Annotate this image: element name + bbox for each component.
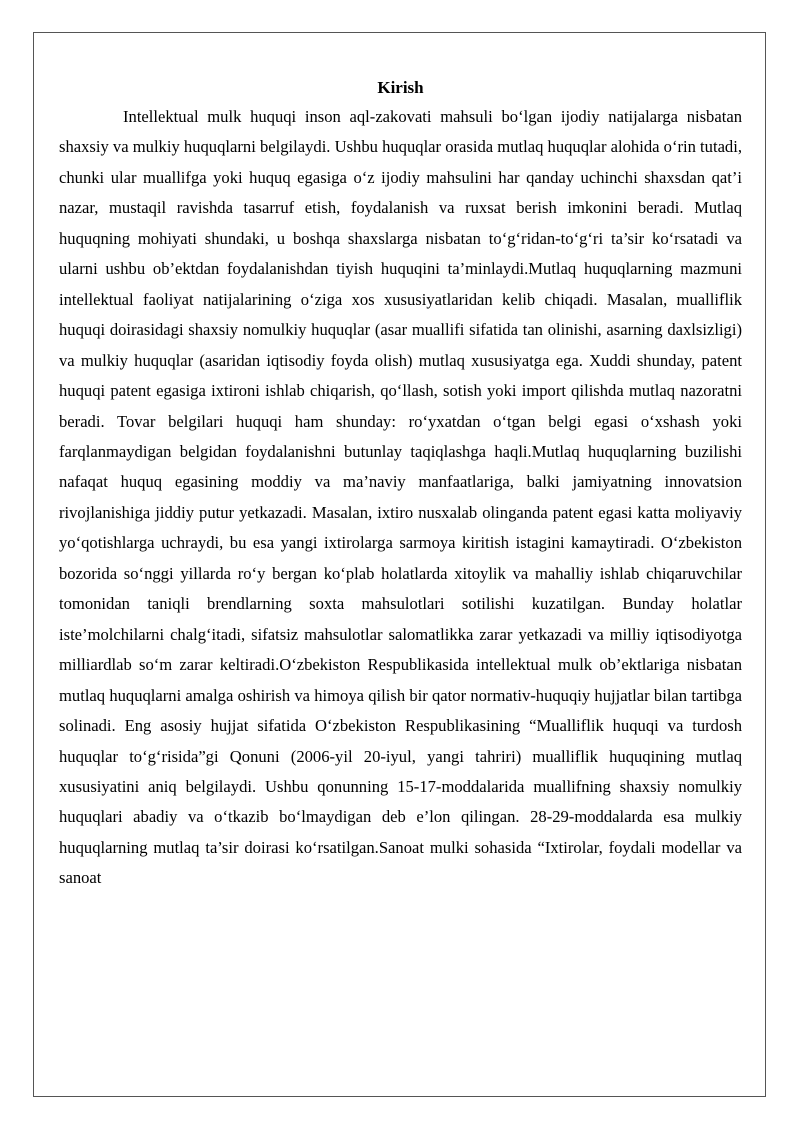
body-paragraph: Intellektual mulk huquqi inson aql-zakovati mahsuli bo‘lgan ijodiy natijalarga nisbatan shaxsiy va mulkiy huquqlarni belgilaydi. Ushbu huquqlar orasida mutlaq huquqlar alohida o‘rin tutadi, chunki ular muallifga yoki huquq egasiga o‘z ijodiy mahsulini har qanday uchinchi shaxsdan qat’i nazar, mustaqil ravishda tasarruf etish, foydalanish va ruxsat berish imkonini beradi. Mutlaq huquqning mohiyati shundaki, u boshqa shaxslarga nisbatan to‘g‘ridan-to‘g‘ri ta’sir ko‘rsatadi va ularni ushbu ob’ektdan foydalanishdan tiyish huquqini ta’minlaydi.Mutlaq huquqlarning mazmuni intellektual faoliyat natijalarining o‘ziga xos xususiyatlaridan kelib chiqadi. Masalan, mualliflik huquqi doirasidagi shaxsiy nomulkiy huquqlar (asar muallifi sifatida tan olinishi, asarning daxlsizligi) va mulkiy huquqlar (asaridan iqtisodiy foyda olish) mutlaq xususiyatga ega. Xuddi shunday, patent huquqi patent egasiga ixtironi ishlab chiqarish, qo‘llash, sotish yoki import qilishda mutlaq nazoratni beradi. Tovar belgilari huquqi ham shunday: ro‘yxatdan o‘tgan belgi egasi o‘xshash yoki farqlanmaydigan belgidan foydalanishni butunlay taqiqlashga haqli.Mutlaq huquqlarning buzilishi nafaqat huquq egasining moddiy va ma’naviy manfaatlariga, balki jamiyatning innovatsion rivojlanishiga jiddiy putur yetkazadi. Masalan, ixtiro nusxalab olinganda patent egasi katta moliyaviy yo‘qotishlarga uchraydi, bu esa yangi ixtirolarga sarmoya kiritish istagini kamaytiradi. O‘zbekiston bozorida so‘nggi yillarda ro‘y bergan ko‘plab holatlarda xitoylik va mahalliy ishlab chiqaruvchilar tomonidan taniqli brendlarning soxta mahsulotlari sotilishi kuzatilgan. Bunday holatlar iste’molchilarni chalg‘itadi, sifatsiz mahsulotlar salomatlikka zarar yetkazadi va milliy iqtisodiyotga milliardlab so‘m zarar keltiradi.O‘zbekiston Respublikasida intellektual mulk ob’ektlariga nisbatan mutlaq huquqlarni amalga oshirish va himoya qilish bir qator normativ-huquqiy hujjatlar bilan tartibga solinadi. Eng asosiy hujjat sifatida O‘zbekiston Respublikasining “Mualliflik huquqi va turdosh huquqlar to‘g‘risida”gi Qonuni (2006-yil 20-iyul, yangi tahriri) mualliflik huquqining mutlaq xususiyatini aniq belgilaydi. Ushbu qonunning 15-17-moddalarida muallifning shaxsiy nomulkiy huquqlari abadiy va o‘tkazib bo‘lmaydigan deb e’lon qilingan. 28-29-moddalarda esa mulkiy huquqlarning mutlaq ta’sir doirasi ko‘rsatilgan.Sanoat mulki sohasida “Ixtirolar, foydali modellar va sanoat (59, 107, 742, 888)
document-content (59, 74, 742, 894)
document-title: Kirish (377, 78, 424, 97)
